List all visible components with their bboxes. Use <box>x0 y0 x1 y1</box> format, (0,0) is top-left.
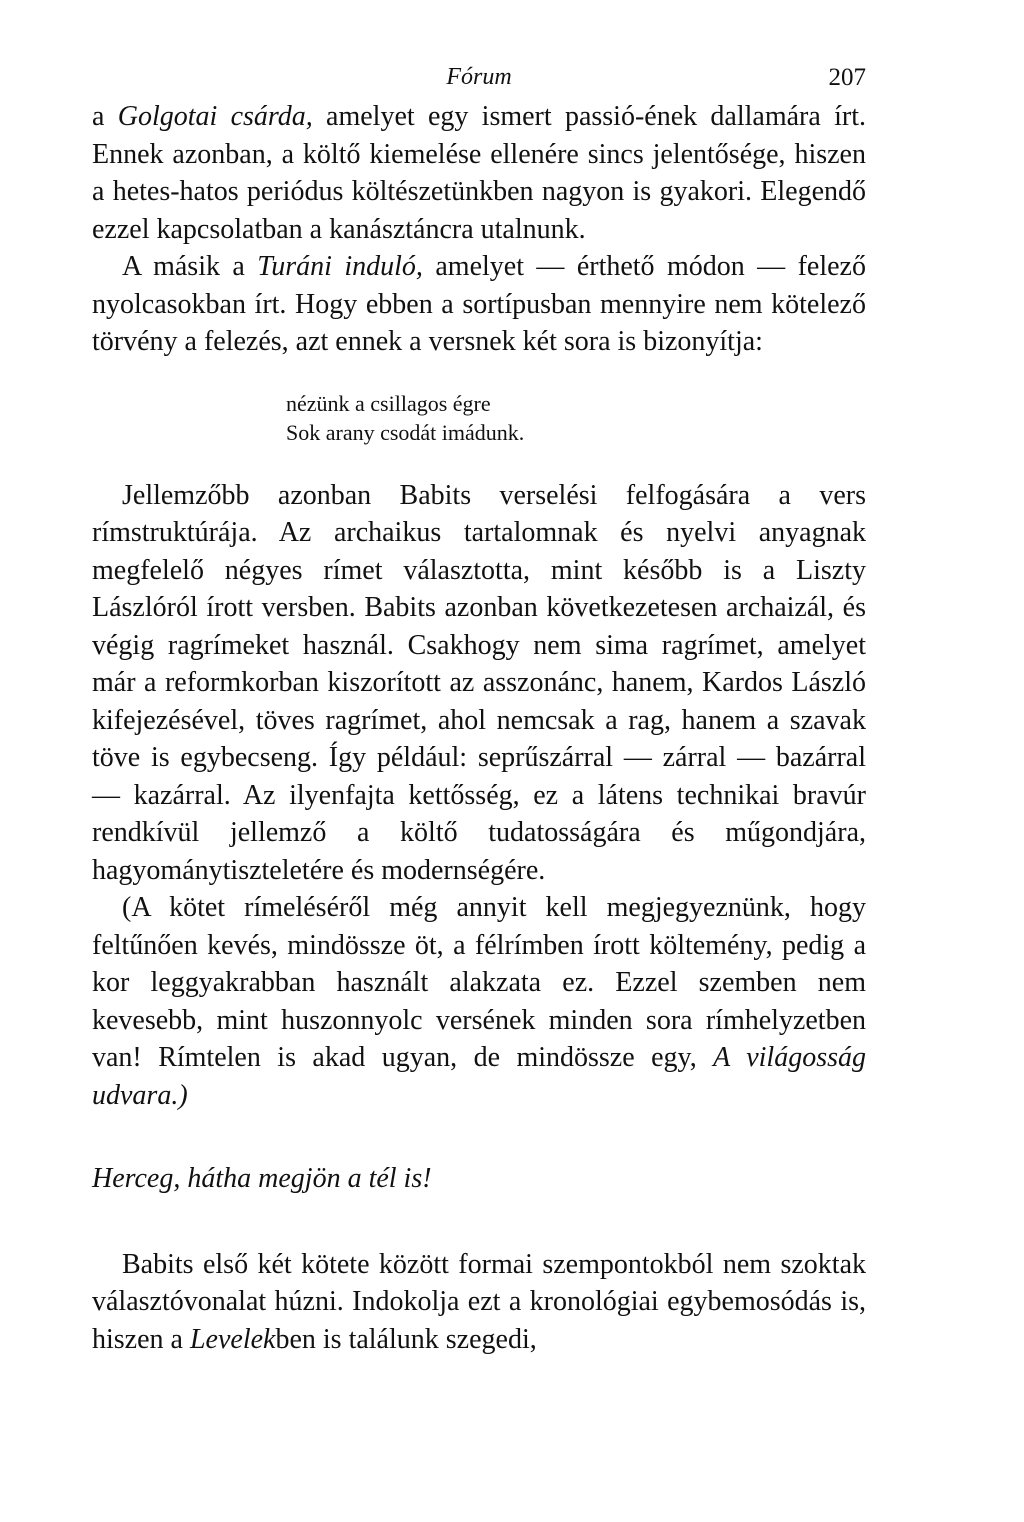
para1-rest: amelyet egy ismert passió-ének dallamára írt. Ennek azonban, a költő kiemelése ellenére sincs jelentősége, hiszen a hetes-hatos periódus költészetünkben nagyon is gyakori. Elegendő ezzel kapcsolatban a kanásztáncra utalnunk. <box>92 101 866 245</box>
paragraph-babits-kotetek <box>92 1246 866 1359</box>
section-heading: Herceg, hátha megjön a tél is! <box>92 1163 432 1194</box>
work-title-levelek: Levelek <box>189 1323 276 1355</box>
page-header <box>92 58 866 98</box>
running-title: Fórum <box>446 64 512 90</box>
para1-lead: a <box>92 101 118 132</box>
para4-text: (A kötet rímeléséről még annyit kell megjegyeznünk, hogy feltűnően kevés, mindössze öt, a félrímben írott költemény, pedig a kor leggyakrabban használt alakzata ez. Ezzel szemben nem kevesebb, mint huszonnyolc versének minden sora rímhelyzetben van! Rímtelen is akad ugyan, de mindössze egy, <box>92 892 866 1073</box>
verse-quote <box>286 389 866 447</box>
para5-lead: Babits első két kötete között formai szempontokból nem szoktak választóvonalat húzni. Indokolja ezt a kronológiai egybemosódás is, hiszen a <box>92 1248 866 1355</box>
paragraph-golgotai <box>92 98 866 248</box>
book-page <box>92 58 866 1358</box>
work-title-vilagossag: A világosság udvara.) <box>92 1042 866 1111</box>
para2-rest: amelyet — érthető módon — felező nyolcasokban írt. Hogy ebben a sortípusban mennyire nem kötelező törvény a felezés, azt ennek a versnek két sora is bizonyítja: <box>92 251 866 357</box>
paragraph-rimeles <box>92 889 866 1114</box>
work-title-turani: Turáni induló, <box>257 251 423 282</box>
verse-line-1: nézünk a csillagos égre <box>286 390 491 416</box>
paragraph-turani <box>92 248 866 361</box>
para5-rest: ben is találunk szegedi, <box>275 1323 537 1355</box>
paragraph-rimstruktura <box>92 477 866 890</box>
page-number: 207 <box>828 64 866 91</box>
para3-text: Jellemzőbb azonban Babits verselési felfogására a vers rímstruktúrája. Az archaikus tartalomnak és nyelvi anyagnak megfelelő négyes rímet választotta, mint később is a Liszty Lászlóról írott versben. Babits azonban következetesen archaizál, és végig ragrímeket használ. Csakhogy nem sima ragrímet, amelyet már a reformkorban kiszorított az asszonánc, hanem, Kardos László kifejezésével, töves ragrímet, ahol nemcsak a rag, hanem a szavak töve is egybecseng. Így például: seprűszárral — zárral — bazárral — kazárral. Az ilyenfajta kettősség, ez a látens technikai bravúr rendkívül jellemző a költő tudatosságára és műgondjára, hagyománytiszteletére és modernségére. <box>92 479 866 886</box>
work-title-golgotai: Golgotai csárda, <box>117 101 313 132</box>
verse-line-2: Sok arany csodát imádunk. <box>286 419 525 445</box>
para2-lead: A másik a <box>122 251 258 282</box>
